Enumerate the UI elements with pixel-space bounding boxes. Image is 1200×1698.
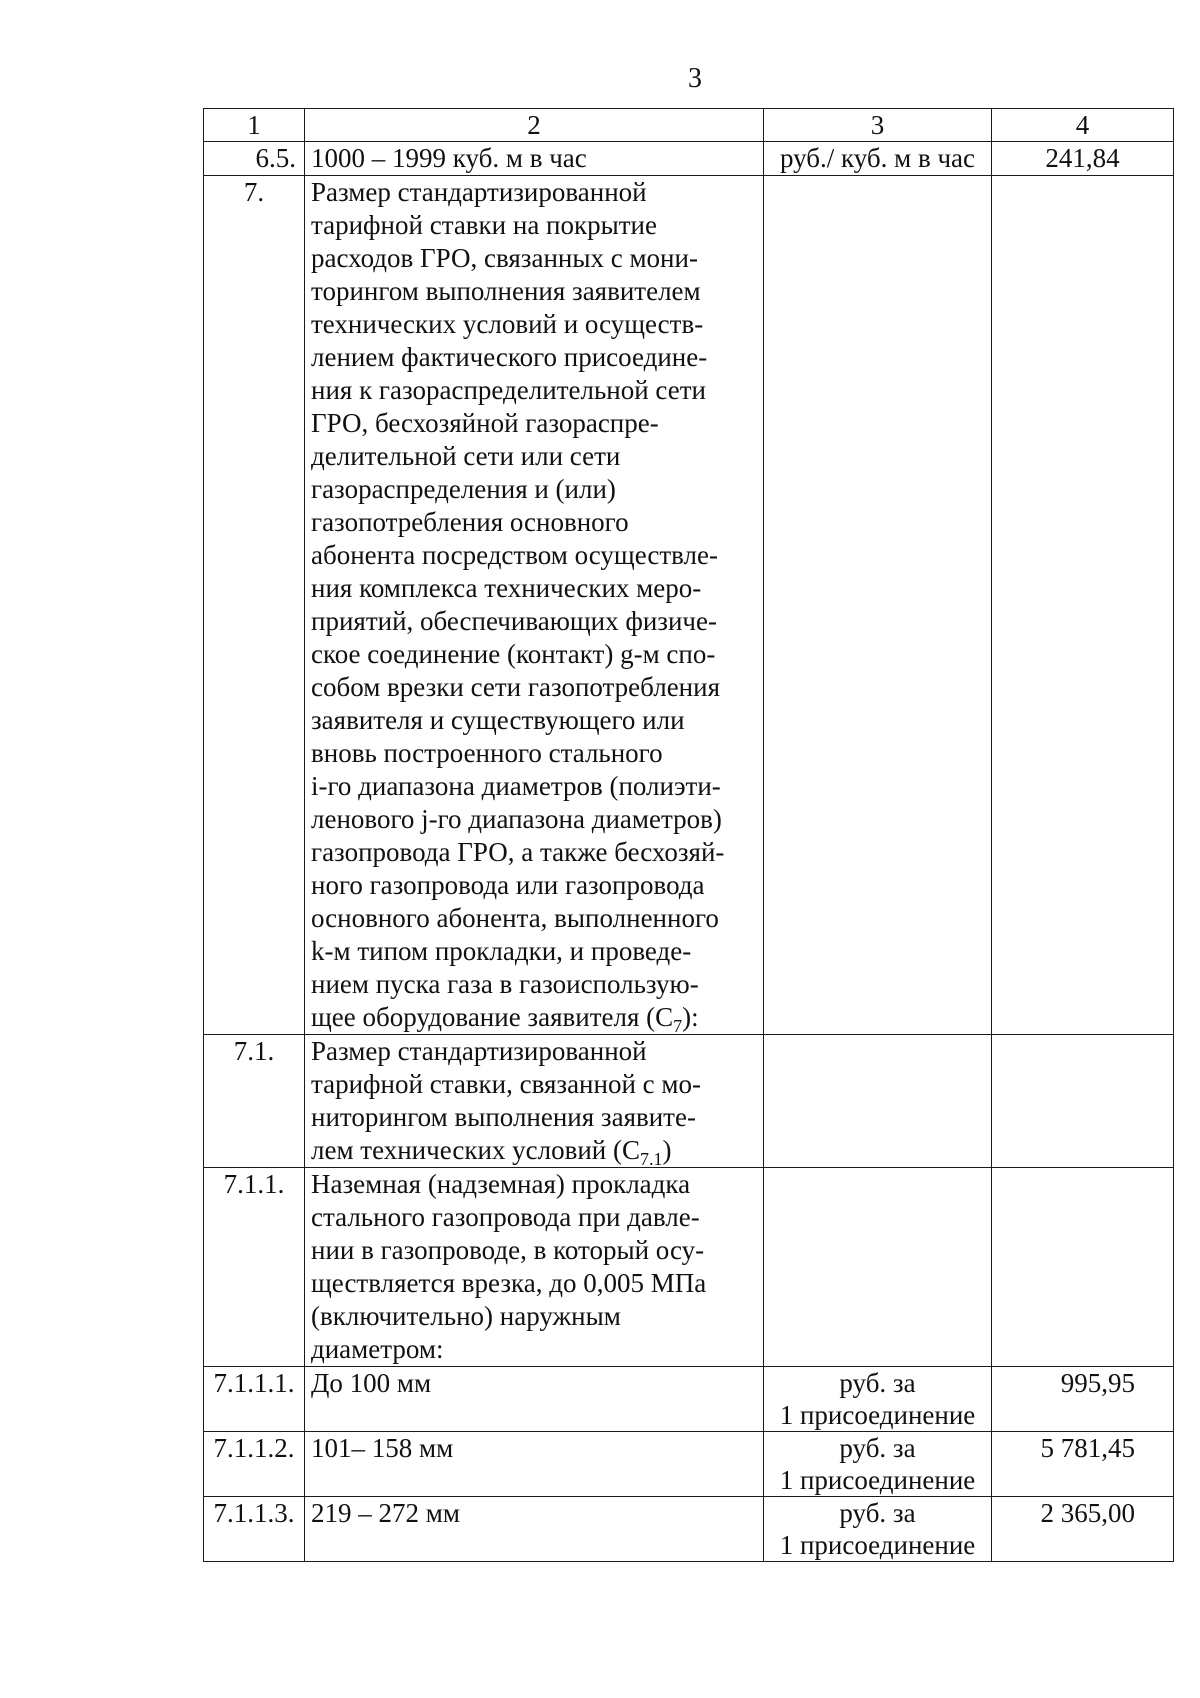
description-line: заявителя и существующего или (311, 705, 685, 735)
row-value (992, 176, 1174, 1035)
description-line: Наземная (надземная) прокладка (311, 1169, 691, 1199)
description-line: стального газопровода при давле- (311, 1202, 700, 1232)
description-line: диаметром: (311, 1334, 444, 1364)
table-row (204, 142, 1174, 176)
description-line: делительной сети или сети (311, 441, 621, 471)
description-line: ществляется врезка, до 0,005 МПа (311, 1268, 707, 1298)
description-line: ленового j-го диапазона диаметров) (311, 804, 722, 834)
row-description (305, 1035, 764, 1168)
row-unit (764, 1497, 992, 1562)
description-text: ): (682, 1002, 699, 1032)
description-last-line (311, 1134, 757, 1167)
unit-line: руб. за (839, 1498, 916, 1528)
description-line: ГРО, бесхозяйной газораспре- (311, 408, 659, 438)
table-header-row (204, 109, 1174, 142)
description-line: абонента посредством осуществле- (311, 540, 718, 570)
description-line: нии в газопроводе, в который осу- (311, 1235, 705, 1265)
description-text: лем технических условий (С (311, 1135, 641, 1165)
description-line: Размер стандартизированной (311, 177, 647, 207)
tariff-table (203, 108, 1174, 1562)
description-line: газопровода ГРО, а также бесхозяй- (311, 837, 725, 867)
description-line: газопотребления основного (311, 507, 629, 537)
row-value (992, 1168, 1174, 1367)
description-line: собом врезки сети газопотребления (311, 672, 720, 702)
description-last-line (311, 1001, 757, 1034)
description-text: щее оборудование заявителя (С (311, 1002, 674, 1032)
row-description (305, 1168, 764, 1367)
row-description: До 100 мм (305, 1367, 764, 1432)
description-line: k-м типом прокладки, и проведе- (311, 936, 692, 966)
header-col-3: 3 (764, 109, 992, 142)
row-description: 1000 – 1999 куб. м в час (305, 142, 764, 176)
row-unit (764, 176, 992, 1035)
row-value: 5 781,45 (992, 1432, 1174, 1497)
description-line: тарифной ставки на покрытие (311, 210, 657, 240)
row-number: 7.1.1. (204, 1168, 305, 1367)
unit-line: 1 присоединение (779, 1400, 976, 1430)
row-number: 7.1.1.3. (204, 1497, 305, 1562)
table-row (204, 1367, 1174, 1432)
row-description (305, 176, 764, 1035)
description-line: (включительно) наружным (311, 1301, 621, 1331)
row-number: 7.1. (204, 1035, 305, 1168)
description-line: ниторингом выполнения заявите- (311, 1102, 696, 1132)
row-description: 219 – 272 мм (305, 1497, 764, 1562)
description-line: ного газопровода или газопровода (311, 870, 705, 900)
unit-line: 1 присоединение (779, 1465, 976, 1495)
header-col-1: 1 (204, 109, 305, 142)
description-line: ское соединение (контакт) g-м спо- (311, 639, 716, 669)
row-value (992, 1035, 1174, 1168)
unit-line: 1 присоединение (779, 1530, 976, 1560)
row-value: 2 365,00 (992, 1497, 1174, 1562)
description-line: лением фактического присоедине- (311, 342, 708, 372)
row-unit (764, 1168, 992, 1367)
row-unit (764, 1432, 992, 1497)
unit-line: руб. за (839, 1368, 916, 1398)
description-line: газораспределения и (или) (311, 474, 616, 504)
table-row (204, 1035, 1174, 1168)
description-line: ния к газораспределительной сети (311, 375, 706, 405)
description-text: ) (662, 1135, 672, 1165)
row-value: 241,84 (992, 142, 1174, 176)
page-number: 3 (688, 63, 702, 94)
description-line: приятий, обеспечивающих физиче- (311, 606, 717, 636)
row-description: 101– 158 мм (305, 1432, 764, 1497)
subscript: 7.1 (640, 1149, 663, 1169)
header-col-2: 2 (305, 109, 764, 142)
row-unit (764, 1367, 992, 1432)
row-number: 7. (204, 176, 305, 1035)
description-line: торингом выполнения заявителем (311, 276, 701, 306)
description-line: вновь построенного стального (311, 738, 663, 768)
row-number: 7.1.1.2. (204, 1432, 305, 1497)
description-line: расходов ГРО, связанных с мони- (311, 243, 698, 273)
description-line: нием пуска газа в газоиспользую- (311, 969, 699, 999)
description-line: технических условий и осуществ- (311, 309, 704, 339)
table-row (204, 1497, 1174, 1562)
description-line: тарифной ставки, связанной с мо- (311, 1069, 701, 1099)
table-row (204, 176, 1174, 1035)
description-line: Размер стандартизированной (311, 1036, 647, 1066)
row-unit: руб./ куб. м в час (764, 142, 992, 176)
row-number: 7.1.1.1. (204, 1367, 305, 1432)
table-row (204, 1432, 1174, 1497)
subscript: 7 (673, 1016, 683, 1036)
description-line: i-го диапазона диаметров (полиэти- (311, 771, 721, 801)
row-unit (764, 1035, 992, 1168)
unit-line: руб. за (839, 1433, 916, 1463)
description-line: ния комплекса технических меро- (311, 573, 702, 603)
row-value: 995,95 (992, 1367, 1174, 1432)
table-row (204, 1168, 1174, 1367)
description-line: основного абонента, выполненного (311, 903, 719, 933)
header-col-4: 4 (992, 109, 1174, 142)
row-number: 6.5. (204, 142, 305, 176)
